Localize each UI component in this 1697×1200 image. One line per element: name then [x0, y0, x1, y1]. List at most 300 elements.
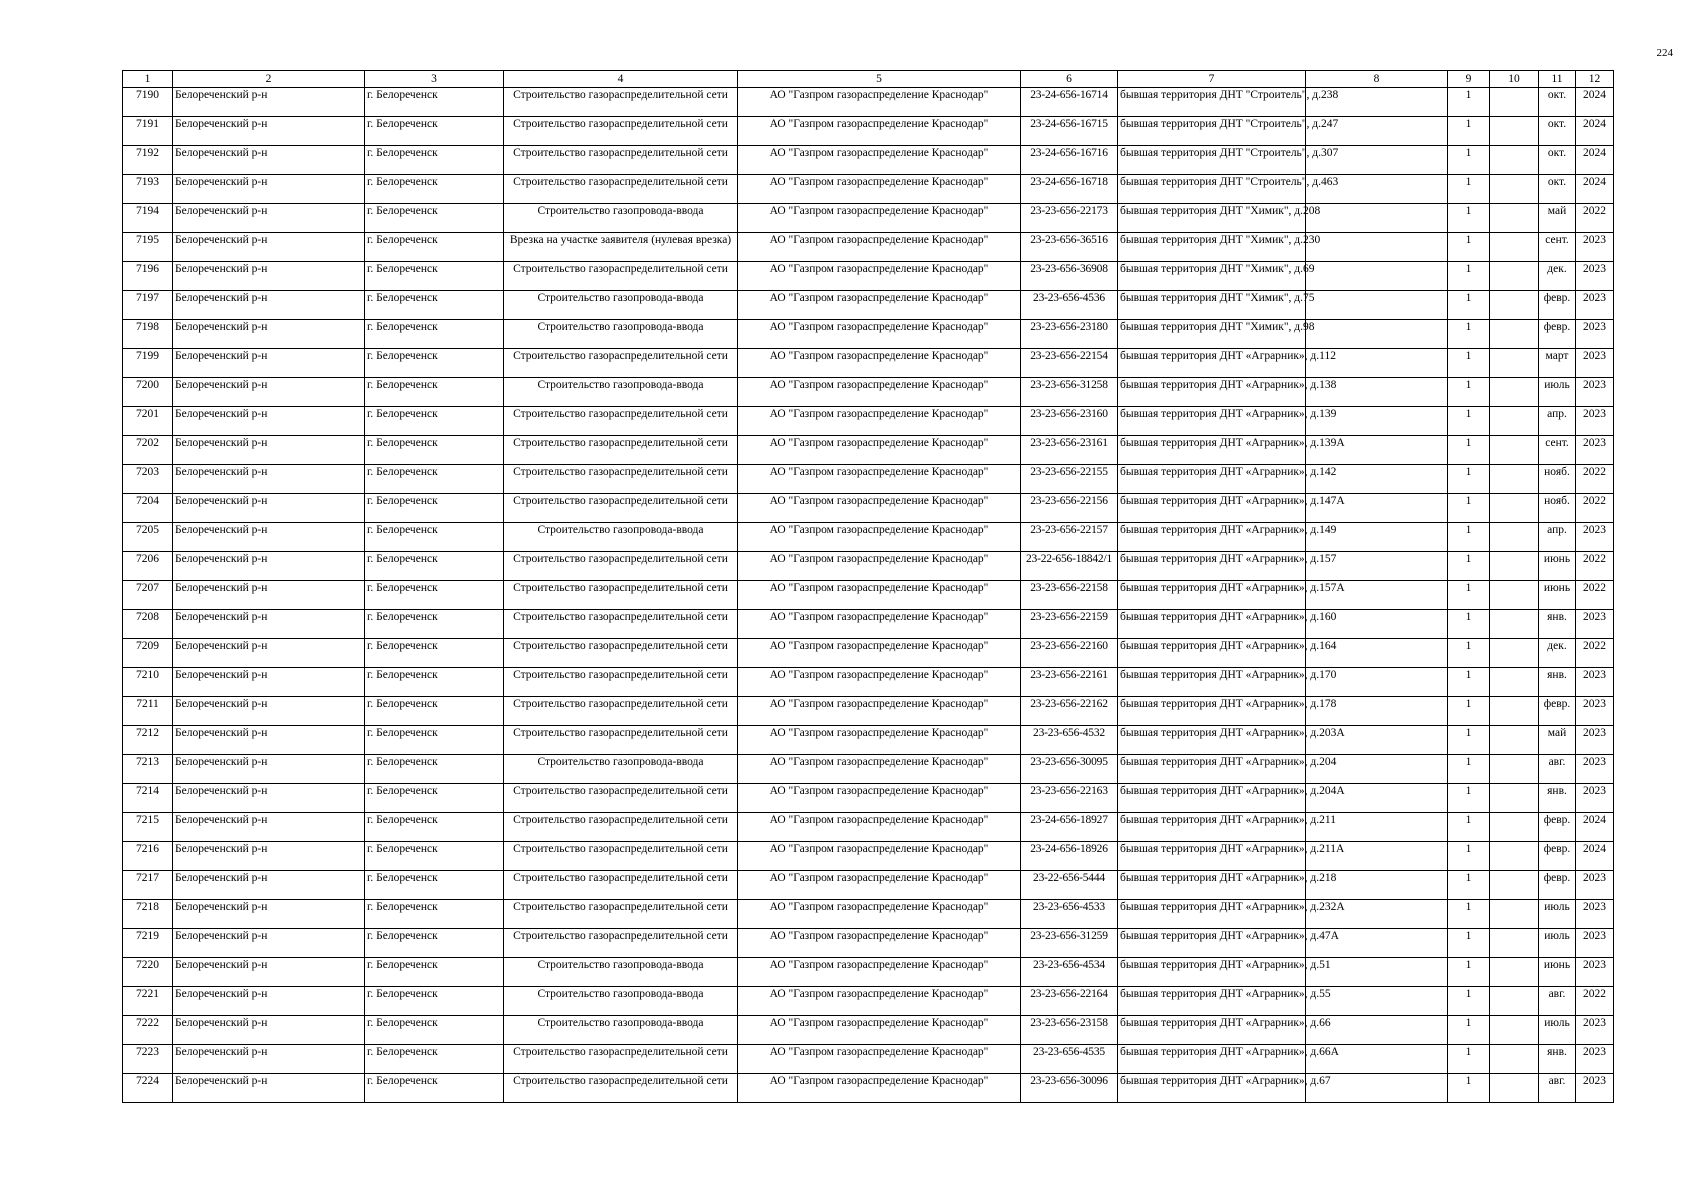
table-row	[123, 697, 1614, 726]
row-number-cell: 7194	[123, 204, 173, 233]
code-cell: 23-23-656-22158	[1021, 581, 1118, 610]
work-type-cell: Строительство газораспределительной сети	[504, 784, 738, 813]
code-cell: 23-23-656-22173	[1021, 204, 1118, 233]
year-cell: 2022	[1576, 581, 1614, 610]
row-number-cell: 7223	[123, 1045, 173, 1074]
row-number-cell: 7199	[123, 349, 173, 378]
organization-cell: АО "Газпром газораспределение Краснодар"	[738, 871, 1021, 900]
table-row	[123, 407, 1614, 436]
organization-cell: АО "Газпром газораспределение Краснодар"	[738, 175, 1021, 204]
city-cell: г. Белореченск	[365, 958, 504, 987]
page-number: 224	[1656, 47, 1673, 59]
work-type-cell: Строительство газопровода-ввода	[504, 320, 738, 349]
col10-cell	[1490, 291, 1539, 320]
year-cell: 2023	[1576, 668, 1614, 697]
district-cell: Белореченский р-н	[173, 291, 365, 320]
row-number-cell: 7218	[123, 900, 173, 929]
year-cell: 2024	[1576, 842, 1614, 871]
district-cell: Белореченский р-н	[173, 146, 365, 175]
code-cell: 23-23-656-22159	[1021, 610, 1118, 639]
month-cell: авг.	[1539, 987, 1576, 1016]
month-cell: авг.	[1539, 1074, 1576, 1103]
code-cell: 23-23-656-22163	[1021, 784, 1118, 813]
column-header: 3	[365, 71, 504, 88]
district-cell: Белореченский р-н	[173, 958, 365, 987]
code-cell: 23-24-656-16714	[1021, 88, 1118, 117]
city-cell: г. Белореченск	[365, 523, 504, 552]
city-cell: г. Белореченск	[365, 871, 504, 900]
row-number-cell: 7195	[123, 233, 173, 262]
address-cell: бывшая территория ДНТ "Химик", д.69	[1118, 262, 1306, 291]
work-type-cell: Строительство газораспределительной сети	[504, 552, 738, 581]
address-cell: бывшая территория ДНТ «Аграрник», д.66	[1118, 1016, 1306, 1045]
code-cell: 23-23-656-22156	[1021, 494, 1118, 523]
city-cell: г. Белореченск	[365, 842, 504, 871]
city-cell: г. Белореченск	[365, 378, 504, 407]
table-row	[123, 726, 1614, 755]
city-cell: г. Белореченск	[365, 320, 504, 349]
month-cell: март	[1539, 349, 1576, 378]
col10-cell	[1490, 320, 1539, 349]
organization-cell: АО "Газпром газораспределение Краснодар"	[738, 88, 1021, 117]
row-number-cell: 7203	[123, 465, 173, 494]
work-type-cell: Строительство газораспределительной сети	[504, 465, 738, 494]
table-row	[123, 204, 1614, 233]
row-number-cell: 7211	[123, 697, 173, 726]
quantity-cell: 1	[1448, 204, 1490, 233]
organization-cell: АО "Газпром газораспределение Краснодар"	[738, 610, 1021, 639]
column-header: 9	[1448, 71, 1490, 88]
district-cell: Белореченский р-н	[173, 697, 365, 726]
district-cell: Белореченский р-н	[173, 262, 365, 291]
year-cell: 2023	[1576, 784, 1614, 813]
month-cell: февр.	[1539, 320, 1576, 349]
month-cell: июнь	[1539, 958, 1576, 987]
organization-cell: АО "Газпром газораспределение Краснодар"	[738, 262, 1021, 291]
work-type-cell: Строительство газопровода-ввода	[504, 958, 738, 987]
organization-cell: АО "Газпром газораспределение Краснодар"	[738, 117, 1021, 146]
district-cell: Белореченский р-н	[173, 813, 365, 842]
city-cell: г. Белореченск	[365, 465, 504, 494]
quantity-cell: 1	[1448, 697, 1490, 726]
district-cell: Белореченский р-н	[173, 929, 365, 958]
code-cell: 23-23-656-30096	[1021, 1074, 1118, 1103]
table-row	[123, 523, 1614, 552]
district-cell: Белореченский р-н	[173, 320, 365, 349]
quantity-cell: 1	[1448, 407, 1490, 436]
work-type-cell: Строительство газораспределительной сети	[504, 813, 738, 842]
city-cell: г. Белореченск	[365, 88, 504, 117]
address-cell: бывшая территория ДНТ «Аграрник», д.157	[1118, 552, 1306, 581]
district-cell: Белореченский р-н	[173, 204, 365, 233]
organization-cell: АО "Газпром газораспределение Краснодар"	[738, 929, 1021, 958]
address-cell: бывшая территория ДНТ «Аграрник», д.218	[1118, 871, 1306, 900]
work-type-cell: Строительство газораспределительной сети	[504, 349, 738, 378]
work-type-cell: Строительство газораспределительной сети	[504, 929, 738, 958]
month-cell: май	[1539, 204, 1576, 233]
city-cell: г. Белореченск	[365, 610, 504, 639]
year-cell: 2024	[1576, 117, 1614, 146]
col8-cell	[1306, 291, 1448, 320]
col10-cell	[1490, 204, 1539, 233]
organization-cell: АО "Газпром газораспределение Краснодар"	[738, 958, 1021, 987]
month-cell: окт.	[1539, 117, 1576, 146]
work-type-cell: Строительство газораспределительной сети	[504, 697, 738, 726]
organization-cell: АО "Газпром газораспределение Краснодар"	[738, 668, 1021, 697]
district-cell: Белореченский р-н	[173, 871, 365, 900]
month-cell: июнь	[1539, 581, 1576, 610]
row-number-cell: 7197	[123, 291, 173, 320]
month-cell: нояб.	[1539, 465, 1576, 494]
month-cell: июль	[1539, 1016, 1576, 1045]
work-type-cell: Строительство газораспределительной сети	[504, 726, 738, 755]
city-cell: г. Белореченск	[365, 407, 504, 436]
organization-cell: АО "Газпром газораспределение Краснодар"	[738, 320, 1021, 349]
table-row	[123, 146, 1614, 175]
year-cell: 2022	[1576, 465, 1614, 494]
table-row	[123, 552, 1614, 581]
column-header: 7	[1118, 71, 1306, 88]
year-cell: 2023	[1576, 726, 1614, 755]
address-cell: бывшая территория ДНТ «Аграрник», д.170	[1118, 668, 1306, 697]
quantity-cell: 1	[1448, 88, 1490, 117]
address-cell: бывшая территория ДНТ «Аграрник», д.178	[1118, 697, 1306, 726]
year-cell: 2024	[1576, 175, 1614, 204]
quantity-cell: 1	[1448, 262, 1490, 291]
address-cell: бывшая территория ДНТ «Аграрник», д.203А	[1118, 726, 1306, 755]
work-type-cell: Строительство газораспределительной сети	[504, 262, 738, 291]
month-cell: апр.	[1539, 523, 1576, 552]
col10-cell	[1490, 233, 1539, 262]
year-cell: 2023	[1576, 900, 1614, 929]
col10-cell	[1490, 900, 1539, 929]
table-row	[123, 610, 1614, 639]
organization-cell: АО "Газпром газораспределение Краснодар"	[738, 523, 1021, 552]
header-row	[123, 71, 1614, 88]
district-cell: Белореченский р-н	[173, 88, 365, 117]
col8-cell	[1306, 320, 1448, 349]
address-cell: бывшая территория ДНТ «Аграрник», д.211А	[1118, 842, 1306, 871]
organization-cell: АО "Газпром газораспределение Краснодар"	[738, 407, 1021, 436]
city-cell: г. Белореченск	[365, 349, 504, 378]
district-cell: Белореченский р-н	[173, 639, 365, 668]
col10-cell	[1490, 436, 1539, 465]
col10-cell	[1490, 262, 1539, 291]
month-cell: февр.	[1539, 871, 1576, 900]
code-cell: 23-23-656-31258	[1021, 378, 1118, 407]
table-row	[123, 1016, 1614, 1045]
row-number-cell: 7219	[123, 929, 173, 958]
year-cell: 2023	[1576, 958, 1614, 987]
quantity-cell: 1	[1448, 987, 1490, 1016]
address-cell: бывшая территория ДНТ «Аграрник», д.147А	[1118, 494, 1306, 523]
column-header: 2	[173, 71, 365, 88]
address-cell: бывшая территория ДНТ «Аграрник», д.139А	[1118, 436, 1306, 465]
month-cell: окт.	[1539, 175, 1576, 204]
month-cell: июль	[1539, 929, 1576, 958]
work-type-cell: Врезка на участке заявителя (нулевая врезка)	[504, 233, 738, 262]
year-cell: 2023	[1576, 349, 1614, 378]
month-cell: февр.	[1539, 291, 1576, 320]
address-cell: бывшая территория ДНТ «Аграрник», д.112	[1118, 349, 1306, 378]
col10-cell	[1490, 407, 1539, 436]
organization-cell: АО "Газпром газораспределение Краснодар"	[738, 784, 1021, 813]
row-number-cell: 7193	[123, 175, 173, 204]
quantity-cell: 1	[1448, 581, 1490, 610]
city-cell: г. Белореченск	[365, 204, 504, 233]
address-cell: бывшая территория ДНТ «Аграрник», д.138	[1118, 378, 1306, 407]
city-cell: г. Белореченск	[365, 726, 504, 755]
address-cell: бывшая территория ДНТ "Химик", д.230	[1118, 233, 1306, 262]
code-cell: 23-23-656-22161	[1021, 668, 1118, 697]
year-cell: 2023	[1576, 407, 1614, 436]
col10-cell	[1490, 494, 1539, 523]
district-cell: Белореченский р-н	[173, 581, 365, 610]
district-cell: Белореченский р-н	[173, 378, 365, 407]
table-row	[123, 349, 1614, 378]
row-number-cell: 7210	[123, 668, 173, 697]
work-type-cell: Строительство газопровода-ввода	[504, 204, 738, 233]
address-cell: бывшая территория ДНТ «Аграрник», д.157А	[1118, 581, 1306, 610]
col10-cell	[1490, 1045, 1539, 1074]
organization-cell: АО "Газпром газораспределение Краснодар"	[738, 465, 1021, 494]
address-cell: бывшая территория ДНТ «Аграрник», д.204А	[1118, 784, 1306, 813]
column-header: 8	[1306, 71, 1448, 88]
code-cell: 23-23-656-4533	[1021, 900, 1118, 929]
district-cell: Белореченский р-н	[173, 900, 365, 929]
quantity-cell: 1	[1448, 175, 1490, 204]
month-cell: апр.	[1539, 407, 1576, 436]
year-cell: 2023	[1576, 291, 1614, 320]
table-row	[123, 291, 1614, 320]
year-cell: 2022	[1576, 987, 1614, 1016]
year-cell: 2023	[1576, 697, 1614, 726]
col10-cell	[1490, 755, 1539, 784]
year-cell: 2023	[1576, 755, 1614, 784]
address-cell: бывшая территория ДНТ «Аграрник», д.204	[1118, 755, 1306, 784]
register-table	[122, 70, 1614, 1103]
year-cell: 2023	[1576, 320, 1614, 349]
col8-cell	[1306, 233, 1448, 262]
row-number-cell: 7206	[123, 552, 173, 581]
city-cell: г. Белореченск	[365, 755, 504, 784]
district-cell: Белореченский р-н	[173, 436, 365, 465]
work-type-cell: Строительство газораспределительной сети	[504, 146, 738, 175]
organization-cell: АО "Газпром газораспределение Краснодар"	[738, 1016, 1021, 1045]
table-body	[123, 88, 1614, 1103]
year-cell: 2023	[1576, 378, 1614, 407]
code-cell: 23-22-656-18842/1	[1021, 552, 1118, 581]
district-cell: Белореченский р-н	[173, 117, 365, 146]
table-row	[123, 320, 1614, 349]
table-row	[123, 494, 1614, 523]
quantity-cell: 1	[1448, 871, 1490, 900]
district-cell: Белореченский р-н	[173, 233, 365, 262]
year-cell: 2022	[1576, 204, 1614, 233]
quantity-cell: 1	[1448, 349, 1490, 378]
city-cell: г. Белореченск	[365, 929, 504, 958]
work-type-cell: Строительство газораспределительной сети	[504, 436, 738, 465]
row-number-cell: 7220	[123, 958, 173, 987]
col8-cell	[1306, 204, 1448, 233]
organization-cell: АО "Газпром газораспределение Краснодар"	[738, 1074, 1021, 1103]
col10-cell	[1490, 465, 1539, 494]
organization-cell: АО "Газпром газораспределение Краснодар"	[738, 552, 1021, 581]
city-cell: г. Белореченск	[365, 900, 504, 929]
month-cell: июнь	[1539, 552, 1576, 581]
organization-cell: АО "Газпром газораспределение Краснодар"	[738, 233, 1021, 262]
month-cell: июль	[1539, 900, 1576, 929]
address-cell: бывшая территория ДНТ «Аграрник», д.160	[1118, 610, 1306, 639]
organization-cell: АО "Газпром газораспределение Краснодар"	[738, 378, 1021, 407]
city-cell: г. Белореченск	[365, 552, 504, 581]
quantity-cell: 1	[1448, 958, 1490, 987]
row-number-cell: 7216	[123, 842, 173, 871]
quantity-cell: 1	[1448, 929, 1490, 958]
row-number-cell: 7191	[123, 117, 173, 146]
work-type-cell: Строительство газораспределительной сети	[504, 581, 738, 610]
table-row	[123, 88, 1614, 117]
row-number-cell: 7213	[123, 755, 173, 784]
col10-cell	[1490, 726, 1539, 755]
address-cell: бывшая территория ДНТ «Аграрник», д.51	[1118, 958, 1306, 987]
col10-cell	[1490, 146, 1539, 175]
code-cell: 23-23-656-23160	[1021, 407, 1118, 436]
work-type-cell: Строительство газопровода-ввода	[504, 755, 738, 784]
code-cell: 23-24-656-18926	[1021, 842, 1118, 871]
city-cell: г. Белореченск	[365, 668, 504, 697]
year-cell: 2023	[1576, 871, 1614, 900]
quantity-cell: 1	[1448, 320, 1490, 349]
row-number-cell: 7192	[123, 146, 173, 175]
month-cell: янв.	[1539, 610, 1576, 639]
quantity-cell: 1	[1448, 1045, 1490, 1074]
col10-cell	[1490, 523, 1539, 552]
month-cell: сент.	[1539, 233, 1576, 262]
code-cell: 23-23-656-4534	[1021, 958, 1118, 987]
organization-cell: АО "Газпром газораспределение Краснодар"	[738, 581, 1021, 610]
code-cell: 23-23-656-4535	[1021, 1045, 1118, 1074]
month-cell: дек.	[1539, 639, 1576, 668]
quantity-cell: 1	[1448, 1016, 1490, 1045]
year-cell: 2022	[1576, 494, 1614, 523]
work-type-cell: Строительство газораспределительной сети	[504, 639, 738, 668]
year-cell: 2023	[1576, 523, 1614, 552]
organization-cell: АО "Газпром газораспределение Краснодар"	[738, 494, 1021, 523]
quantity-cell: 1	[1448, 639, 1490, 668]
quantity-cell: 1	[1448, 842, 1490, 871]
year-cell: 2023	[1576, 1074, 1614, 1103]
district-cell: Белореченский р-н	[173, 175, 365, 204]
district-cell: Белореченский р-н	[173, 784, 365, 813]
col10-cell	[1490, 813, 1539, 842]
table-row	[123, 233, 1614, 262]
month-cell: февр.	[1539, 842, 1576, 871]
col10-cell	[1490, 88, 1539, 117]
column-header: 6	[1021, 71, 1118, 88]
organization-cell: АО "Газпром газораспределение Краснодар"	[738, 291, 1021, 320]
table-row	[123, 755, 1614, 784]
row-number-cell: 7198	[123, 320, 173, 349]
code-cell: 23-24-656-18927	[1021, 813, 1118, 842]
quantity-cell: 1	[1448, 726, 1490, 755]
col10-cell	[1490, 378, 1539, 407]
code-cell: 23-23-656-4536	[1021, 291, 1118, 320]
row-number-cell: 7196	[123, 262, 173, 291]
city-cell: г. Белореченск	[365, 175, 504, 204]
work-type-cell: Строительство газораспределительной сети	[504, 842, 738, 871]
work-type-cell: Строительство газораспределительной сети	[504, 88, 738, 117]
quantity-cell: 1	[1448, 610, 1490, 639]
work-type-cell: Строительство газопровода-ввода	[504, 291, 738, 320]
city-cell: г. Белореченск	[365, 436, 504, 465]
year-cell: 2023	[1576, 929, 1614, 958]
column-header: 1	[123, 71, 173, 88]
col10-cell	[1490, 552, 1539, 581]
table-row	[123, 1045, 1614, 1074]
address-cell: бывшая территория ДНТ «Аграрник», д.67	[1118, 1074, 1306, 1103]
city-cell: г. Белореченск	[365, 813, 504, 842]
month-cell: дек.	[1539, 262, 1576, 291]
row-number-cell: 7222	[123, 1016, 173, 1045]
row-number-cell: 7205	[123, 523, 173, 552]
address-cell: бывшая территория ДНТ «Аграрник», д.164	[1118, 639, 1306, 668]
quantity-cell: 1	[1448, 378, 1490, 407]
code-cell: 23-24-656-16716	[1021, 146, 1118, 175]
code-cell: 23-24-656-16715	[1021, 117, 1118, 146]
quantity-cell: 1	[1448, 436, 1490, 465]
quantity-cell: 1	[1448, 784, 1490, 813]
table-row	[123, 668, 1614, 697]
quantity-cell: 1	[1448, 117, 1490, 146]
code-cell: 23-24-656-16718	[1021, 175, 1118, 204]
col10-cell	[1490, 581, 1539, 610]
code-cell: 23-23-656-36908	[1021, 262, 1118, 291]
organization-cell: АО "Газпром газораспределение Краснодар"	[738, 755, 1021, 784]
city-cell: г. Белореченск	[365, 1045, 504, 1074]
address-cell: бывшая территория ДНТ "Строитель", д.247	[1118, 117, 1306, 146]
col10-cell	[1490, 639, 1539, 668]
table-row	[123, 117, 1614, 146]
organization-cell: АО "Газпром газораспределение Краснодар"	[738, 204, 1021, 233]
city-cell: г. Белореченск	[365, 291, 504, 320]
work-type-cell: Строительство газопровода-ввода	[504, 523, 738, 552]
year-cell: 2024	[1576, 813, 1614, 842]
address-cell: бывшая территория ДНТ «Аграрник», д.149	[1118, 523, 1306, 552]
month-cell: февр.	[1539, 697, 1576, 726]
row-number-cell: 7201	[123, 407, 173, 436]
organization-cell: АО "Газпром газораспределение Краснодар"	[738, 987, 1021, 1016]
code-cell: 23-23-656-4532	[1021, 726, 1118, 755]
organization-cell: АО "Газпром газораспределение Краснодар"	[738, 813, 1021, 842]
address-cell: бывшая территория ДНТ "Химик", д.98	[1118, 320, 1306, 349]
address-cell: бывшая территория ДНТ «Аграрник», д.232А	[1118, 900, 1306, 929]
code-cell: 23-23-656-23180	[1021, 320, 1118, 349]
code-cell: 23-23-656-30095	[1021, 755, 1118, 784]
quantity-cell: 1	[1448, 900, 1490, 929]
code-cell: 23-23-656-22164	[1021, 987, 1118, 1016]
col10-cell	[1490, 349, 1539, 378]
district-cell: Белореченский р-н	[173, 407, 365, 436]
table-row	[123, 813, 1614, 842]
district-cell: Белореченский р-н	[173, 842, 365, 871]
organization-cell: АО "Газпром газораспределение Краснодар"	[738, 1045, 1021, 1074]
organization-cell: АО "Газпром газораспределение Краснодар"	[738, 639, 1021, 668]
address-cell: бывшая территория ДНТ "Химик", д.208	[1118, 204, 1306, 233]
code-cell: 23-23-656-22157	[1021, 523, 1118, 552]
quantity-cell: 1	[1448, 291, 1490, 320]
work-type-cell: Строительство газораспределительной сети	[504, 1074, 738, 1103]
